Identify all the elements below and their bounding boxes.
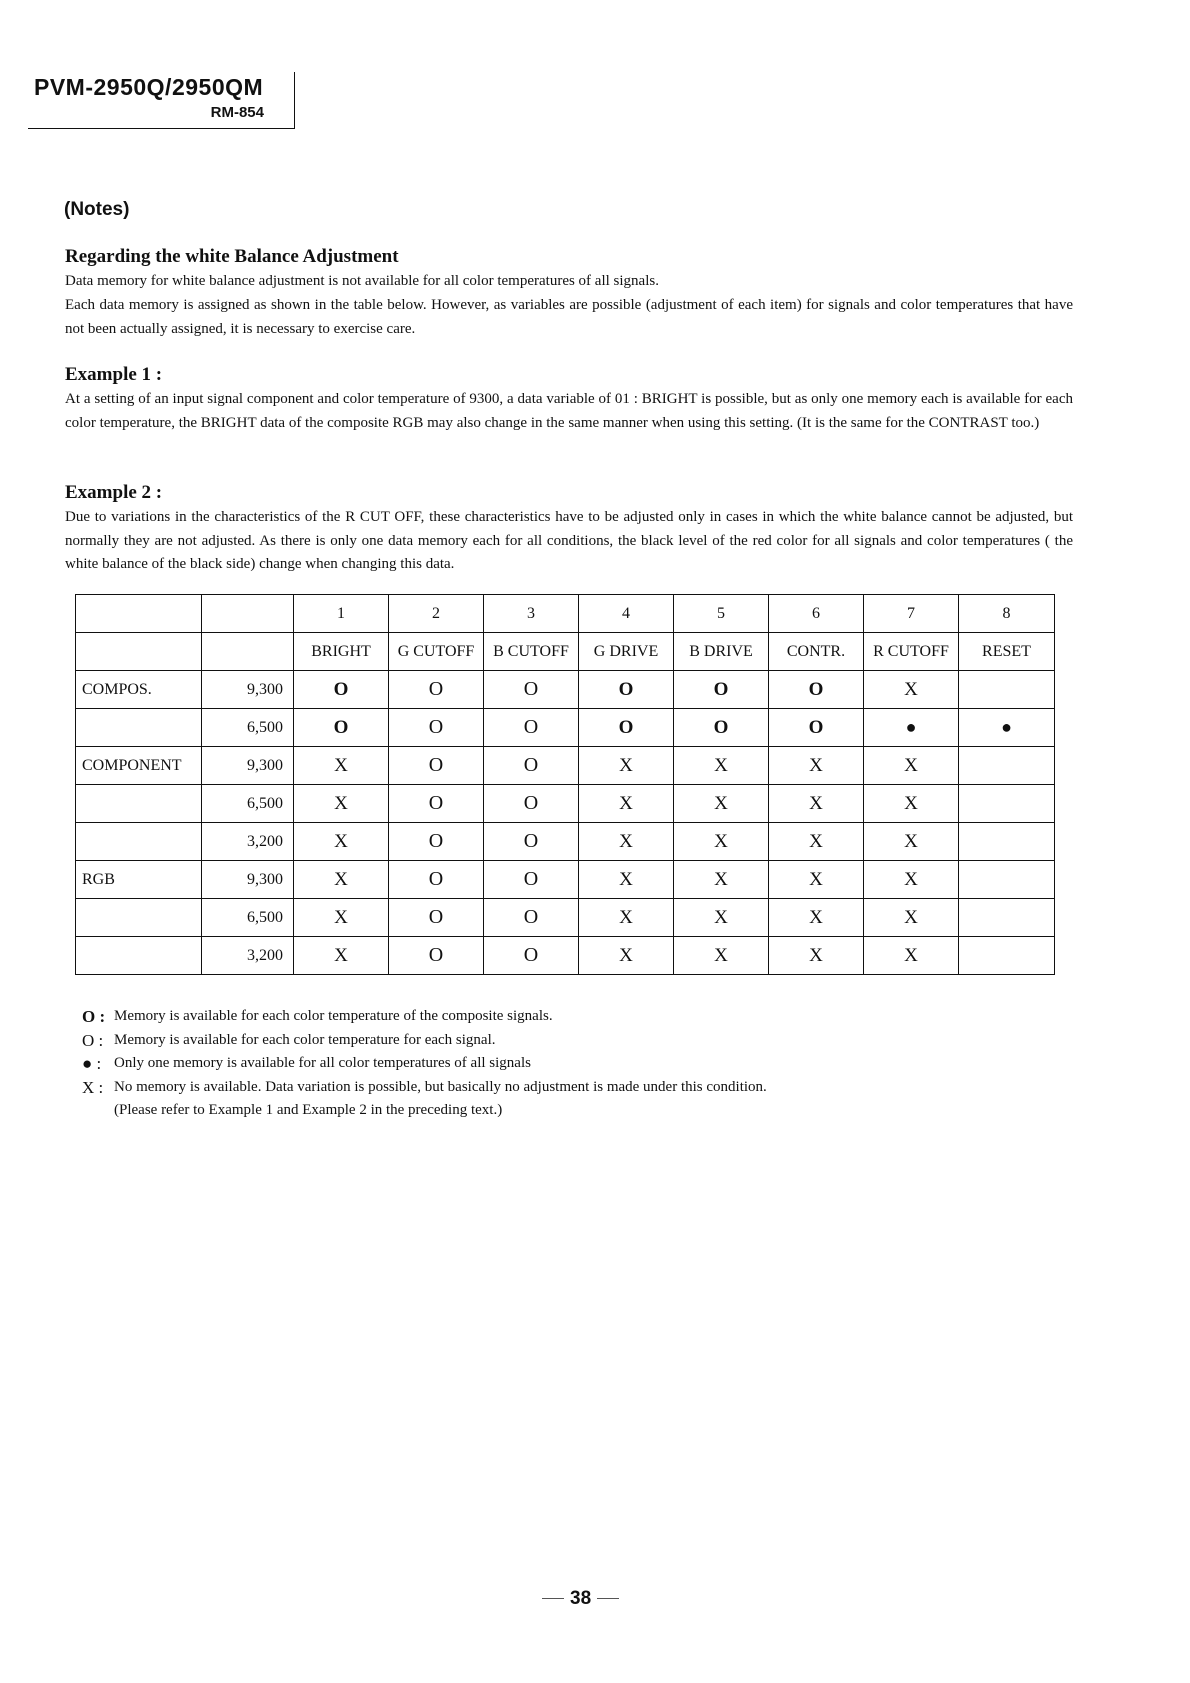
blank-cell bbox=[202, 595, 294, 633]
blank-cell bbox=[202, 633, 294, 671]
legend-item bbox=[82, 1076, 767, 1100]
legend-text: Memory is available for each color temperature of the composite signals. bbox=[114, 1008, 553, 1024]
memory-cell bbox=[959, 747, 1055, 785]
legend-item bbox=[82, 1052, 767, 1076]
memory-assignment-table bbox=[75, 594, 1055, 975]
memory-cell: O bbox=[389, 861, 484, 899]
document-header bbox=[28, 72, 295, 129]
memory-cell: X bbox=[864, 899, 959, 937]
column-number: 4 bbox=[579, 595, 674, 633]
column-label: CONTR. bbox=[769, 633, 864, 671]
signal-cell bbox=[76, 937, 202, 975]
column-label: RESET bbox=[959, 633, 1055, 671]
memory-cell: X bbox=[674, 861, 769, 899]
legend-item bbox=[82, 1005, 767, 1029]
table-row bbox=[76, 747, 1055, 785]
memory-cell bbox=[959, 899, 1055, 937]
table-label-row bbox=[76, 633, 1055, 671]
table-number-row bbox=[76, 595, 1055, 633]
memory-cell: O bbox=[579, 709, 674, 747]
legend-symbol: ● : bbox=[82, 1054, 102, 1073]
legend-text: Only one memory is available for all color temperatures of all signals bbox=[114, 1055, 531, 1071]
memory-cell: X bbox=[579, 937, 674, 975]
submodel-number: RM-854 bbox=[210, 104, 264, 121]
blank-cell bbox=[76, 595, 202, 633]
memory-cell: X bbox=[864, 823, 959, 861]
column-number: 3 bbox=[484, 595, 579, 633]
temperature-cell: 9,300 bbox=[202, 861, 294, 899]
memory-cell: X bbox=[674, 823, 769, 861]
legend-text: Memory is available for each color temperature for each signal. bbox=[114, 1031, 496, 1048]
memory-cell: X bbox=[579, 785, 674, 823]
memory-cell: X bbox=[579, 899, 674, 937]
legend-text: No memory is available. Data variation is possible, but basically no adjustment is made under this condition. bbox=[114, 1078, 767, 1095]
memory-cell: X bbox=[674, 747, 769, 785]
memory-cell: O bbox=[294, 709, 389, 747]
column-number: 1 bbox=[294, 595, 389, 633]
signal-cell: COMPONENT bbox=[76, 747, 202, 785]
memory-cell: X bbox=[579, 747, 674, 785]
column-number: 8 bbox=[959, 595, 1055, 633]
memory-cell: O bbox=[294, 671, 389, 709]
memory-cell: X bbox=[579, 823, 674, 861]
section-line-2: Each data memory is assigned as shown in the table below. However, as variables are possible (adjustment of each item) for signals and color temperatures that have not been actually assigned, it is necessary to exercise care. bbox=[65, 297, 1073, 337]
dash-right bbox=[597, 1598, 619, 1599]
table-row bbox=[76, 709, 1055, 747]
memory-cell: O bbox=[484, 785, 579, 823]
temperature-cell: 6,500 bbox=[202, 785, 294, 823]
memory-cell: X bbox=[769, 785, 864, 823]
signal-cell: RGB bbox=[76, 861, 202, 899]
column-label: G DRIVE bbox=[579, 633, 674, 671]
memory-cell bbox=[959, 861, 1055, 899]
example1-text: At a setting of an input signal component and color temperature of 9300, a data variable of 01 : BRIGHT is possible, but as only one memory each is available for each color temperature, the BRIGHT data of the composite RGB may also change in the same manner when using this setting. (It is the same for the CONTRAST too.) bbox=[65, 391, 1073, 431]
column-label: B CUTOFF bbox=[484, 633, 579, 671]
memory-cell: O bbox=[484, 747, 579, 785]
memory-cell: X bbox=[294, 861, 389, 899]
memory-cell: X bbox=[294, 747, 389, 785]
temperature-cell: 9,300 bbox=[202, 671, 294, 709]
legend-symbol: O : bbox=[82, 1007, 106, 1026]
memory-cell: X bbox=[674, 937, 769, 975]
memory-cell: X bbox=[294, 937, 389, 975]
memory-cell: O bbox=[389, 899, 484, 937]
memory-cell: X bbox=[769, 861, 864, 899]
legend-item bbox=[82, 1029, 767, 1053]
table-row bbox=[76, 671, 1055, 709]
column-number: 6 bbox=[769, 595, 864, 633]
memory-cell: X bbox=[864, 747, 959, 785]
memory-cell: ● bbox=[864, 709, 959, 747]
memory-cell: O bbox=[389, 747, 484, 785]
memory-cell: O bbox=[769, 671, 864, 709]
memory-cell: O bbox=[674, 709, 769, 747]
signal-cell bbox=[76, 823, 202, 861]
legend-symbol: O : bbox=[82, 1030, 104, 1050]
memory-cell: O bbox=[484, 709, 579, 747]
temperature-cell: 3,200 bbox=[202, 823, 294, 861]
memory-cell: O bbox=[484, 823, 579, 861]
memory-cell: X bbox=[769, 823, 864, 861]
memory-cell: ● bbox=[959, 709, 1055, 747]
notes-heading: (Notes) bbox=[64, 199, 130, 220]
memory-cell: X bbox=[294, 899, 389, 937]
memory-cell: X bbox=[769, 937, 864, 975]
dash-left bbox=[542, 1598, 564, 1599]
memory-cell: O bbox=[484, 671, 579, 709]
signal-cell bbox=[76, 785, 202, 823]
memory-cell: X bbox=[864, 785, 959, 823]
temperature-cell: 6,500 bbox=[202, 899, 294, 937]
memory-cell: O bbox=[769, 709, 864, 747]
memory-cell: X bbox=[674, 785, 769, 823]
memory-cell: O bbox=[389, 937, 484, 975]
table-row bbox=[76, 823, 1055, 861]
example2-title: Example 2 : bbox=[65, 482, 163, 503]
memory-cell: X bbox=[769, 899, 864, 937]
memory-cell bbox=[959, 823, 1055, 861]
table-row bbox=[76, 937, 1055, 975]
column-label: R CUTOFF bbox=[864, 633, 959, 671]
signal-cell: COMPOS. bbox=[76, 671, 202, 709]
column-number: 5 bbox=[674, 595, 769, 633]
column-label: B DRIVE bbox=[674, 633, 769, 671]
memory-cell: O bbox=[674, 671, 769, 709]
example1-title: Example 1 : bbox=[65, 364, 163, 385]
memory-cell: X bbox=[294, 823, 389, 861]
legend-note: (Please refer to Example 1 and Example 2 in the preceding text.) bbox=[114, 1102, 503, 1118]
page-number-value: 38 bbox=[570, 1588, 592, 1609]
memory-cell: X bbox=[674, 899, 769, 937]
memory-cell: O bbox=[484, 861, 579, 899]
memory-cell: O bbox=[389, 709, 484, 747]
memory-cell: O bbox=[484, 937, 579, 975]
signal-cell bbox=[76, 899, 202, 937]
temperature-cell: 3,200 bbox=[202, 937, 294, 975]
temperature-cell: 6,500 bbox=[202, 709, 294, 747]
section-line-1: Data memory for white balance adjustment is not available for all color temperatures of all signals. bbox=[65, 273, 659, 289]
memory-cell: O bbox=[389, 671, 484, 709]
temperature-cell: 9,300 bbox=[202, 747, 294, 785]
memory-cell: O bbox=[579, 671, 674, 709]
page-number bbox=[536, 1588, 625, 1610]
table-row bbox=[76, 861, 1055, 899]
memory-cell: X bbox=[579, 861, 674, 899]
column-number: 2 bbox=[389, 595, 484, 633]
memory-cell: O bbox=[389, 823, 484, 861]
table-legend bbox=[82, 1005, 767, 1123]
model-number: PVM-2950Q/2950QM bbox=[34, 74, 264, 100]
memory-cell bbox=[959, 671, 1055, 709]
memory-cell: O bbox=[484, 899, 579, 937]
section-title: Regarding the white Balance Adjustment bbox=[65, 246, 399, 267]
signal-cell bbox=[76, 709, 202, 747]
table-row bbox=[76, 899, 1055, 937]
table-row bbox=[76, 785, 1055, 823]
legend-symbol: X : bbox=[82, 1077, 104, 1097]
blank-cell bbox=[76, 633, 202, 671]
column-label: G CUTOFF bbox=[389, 633, 484, 671]
example2-text: Due to variations in the characteristics of the R CUT OFF, these characteristics have to be adjusted only in cases in which the white balance cannot be adjusted, but normally they are not adjusted. As there is only one data memory each for all conditions, the black level of the red color for all signals and color temperatures ( the white balance of the black side) change when changing this data. bbox=[65, 509, 1073, 572]
column-number: 7 bbox=[864, 595, 959, 633]
memory-cell: X bbox=[864, 861, 959, 899]
memory-cell: X bbox=[769, 747, 864, 785]
memory-cell bbox=[959, 785, 1055, 823]
memory-cell: O bbox=[389, 785, 484, 823]
memory-cell bbox=[959, 937, 1055, 975]
memory-cell: X bbox=[294, 785, 389, 823]
column-label: BRIGHT bbox=[294, 633, 389, 671]
memory-cell: X bbox=[864, 937, 959, 975]
memory-cell: X bbox=[864, 671, 959, 709]
